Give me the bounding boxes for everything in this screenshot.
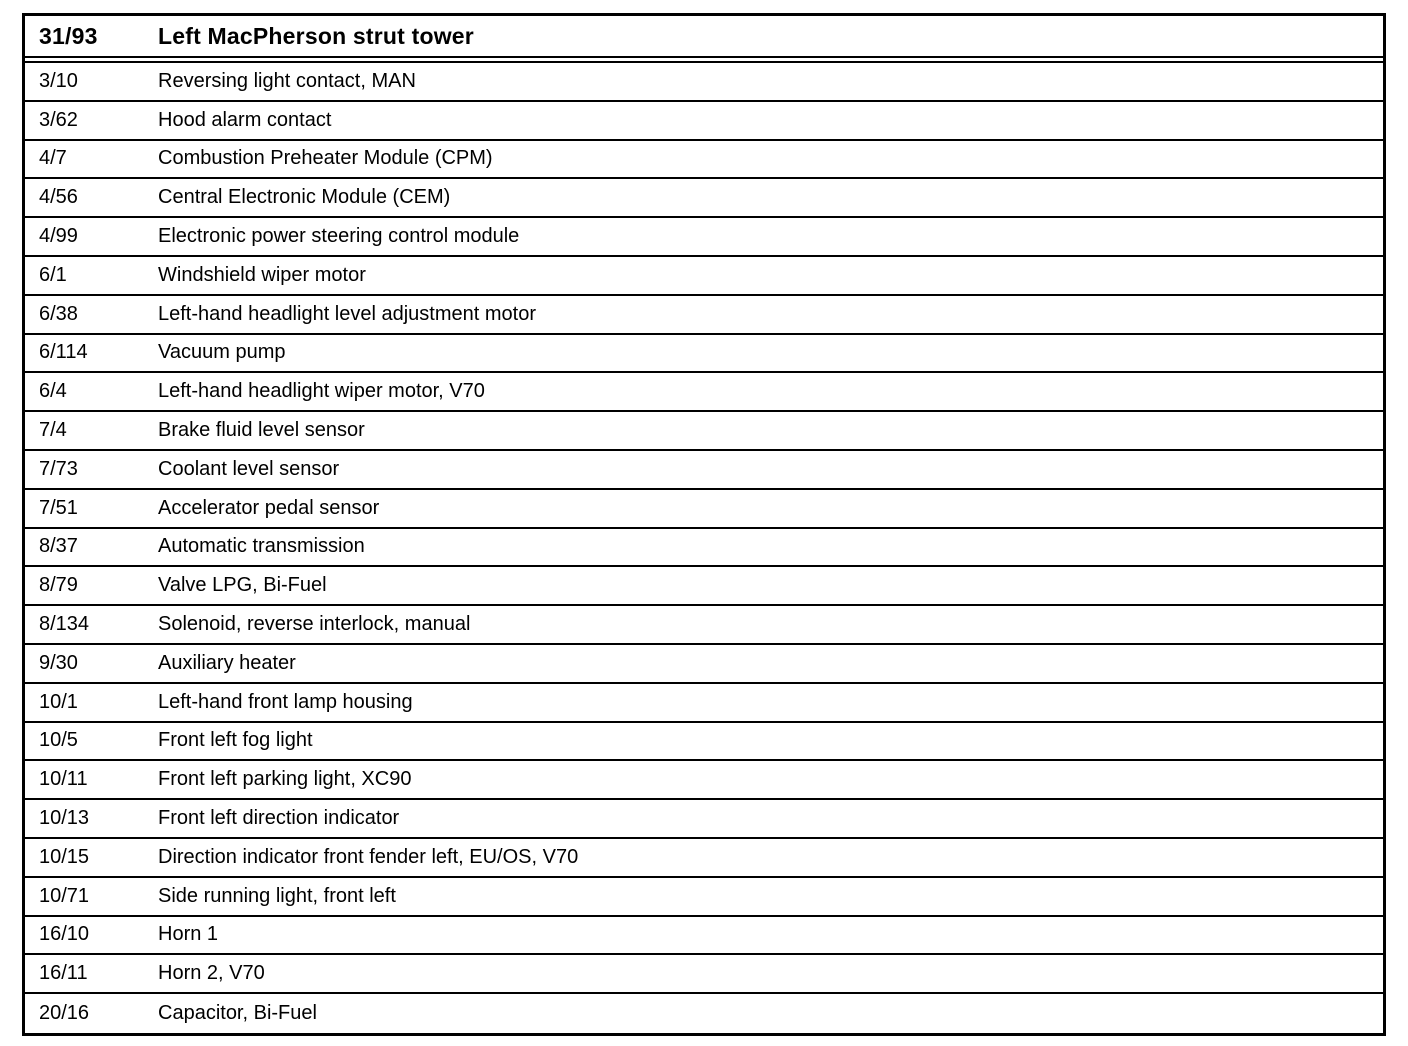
component-description: Combustion Preheater Module (CPM) bbox=[158, 147, 493, 170]
table-row bbox=[25, 451, 1383, 490]
component-description: Hood alarm contact bbox=[158, 108, 332, 131]
component-description: Horn 1 bbox=[158, 923, 219, 946]
component-code: 8/37 bbox=[39, 535, 78, 558]
component-code: 7/73 bbox=[39, 457, 78, 480]
table-row bbox=[25, 529, 1383, 568]
component-code: 7/51 bbox=[39, 496, 78, 519]
table-row bbox=[25, 606, 1383, 645]
component-code: 4/56 bbox=[39, 186, 78, 209]
component-description: Horn 2, V70 bbox=[158, 962, 265, 985]
table-row bbox=[25, 179, 1383, 218]
table-row bbox=[25, 63, 1383, 102]
component-description: Valve LPG, Bi-Fuel bbox=[158, 574, 327, 597]
table-row bbox=[25, 761, 1383, 800]
table-row bbox=[25, 723, 1383, 762]
component-description: Left-hand front lamp housing bbox=[158, 690, 413, 713]
component-description: Reversing light contact, MAN bbox=[158, 69, 416, 92]
component-description: Windshield wiper motor bbox=[158, 263, 366, 286]
component-code: 6/114 bbox=[39, 341, 88, 364]
component-description: Central Electronic Module (CEM) bbox=[158, 186, 451, 209]
component-description: Side running light, front left bbox=[158, 884, 396, 907]
table-row bbox=[25, 218, 1383, 257]
component-description: Left-hand headlight level adjustment motor bbox=[158, 302, 537, 325]
table-row bbox=[25, 917, 1383, 956]
component-code: 4/99 bbox=[39, 225, 78, 248]
table-row bbox=[25, 257, 1383, 296]
component-description: Accelerator pedal sensor bbox=[158, 496, 380, 519]
component-code: 6/4 bbox=[39, 380, 67, 403]
component-code: 8/134 bbox=[39, 613, 90, 636]
component-code: 6/38 bbox=[39, 302, 78, 325]
table-header-row bbox=[25, 16, 1383, 63]
component-description: Front left parking light, XC90 bbox=[158, 768, 412, 791]
component-code: 10/11 bbox=[39, 768, 88, 791]
component-code: 10/1 bbox=[39, 690, 78, 713]
component-code: 10/5 bbox=[39, 729, 78, 752]
component-description: Left-hand headlight wiper motor, V70 bbox=[158, 380, 485, 403]
table-row bbox=[25, 800, 1383, 839]
component-description: Electronic power steering control module bbox=[158, 225, 520, 248]
component-description: Coolant level sensor bbox=[158, 457, 340, 480]
component-code: 16/10 bbox=[39, 923, 90, 946]
table-row bbox=[25, 839, 1383, 878]
table-row bbox=[25, 373, 1383, 412]
table-row bbox=[25, 412, 1383, 451]
component-code: 8/79 bbox=[39, 574, 78, 597]
component-code: 3/10 bbox=[39, 69, 78, 92]
component-description: Front left direction indicator bbox=[158, 807, 400, 830]
component-code: 7/4 bbox=[39, 419, 67, 442]
table-row bbox=[25, 335, 1383, 374]
table-row bbox=[25, 878, 1383, 917]
component-code: 20/16 bbox=[39, 1002, 90, 1025]
component-description: Capacitor, Bi-Fuel bbox=[158, 1002, 317, 1025]
table-row bbox=[25, 645, 1383, 684]
header-location-title: Left MacPherson strut tower bbox=[158, 22, 474, 49]
table-row bbox=[25, 994, 1383, 1033]
component-description: Direction indicator front fender left, EU/OS, V70 bbox=[158, 845, 579, 868]
component-description: Solenoid, reverse interlock, manual bbox=[158, 613, 471, 636]
component-code: 6/1 bbox=[39, 263, 67, 286]
component-code: 10/13 bbox=[39, 807, 90, 830]
table-row bbox=[25, 102, 1383, 141]
table-row bbox=[25, 296, 1383, 335]
table-row bbox=[25, 567, 1383, 606]
component-code: 16/11 bbox=[39, 962, 88, 985]
table-row bbox=[25, 955, 1383, 994]
component-description: Vacuum pump bbox=[158, 341, 286, 364]
component-description: Brake fluid level sensor bbox=[158, 419, 365, 442]
component-code: 9/30 bbox=[39, 651, 78, 674]
component-description: Auxiliary heater bbox=[158, 651, 296, 674]
table-row bbox=[25, 684, 1383, 723]
table-body bbox=[25, 63, 1383, 1033]
component-description: Front left fog light bbox=[158, 729, 313, 752]
component-description: Automatic transmission bbox=[158, 535, 365, 558]
component-code: 10/71 bbox=[39, 884, 90, 907]
component-code: 3/62 bbox=[39, 108, 78, 131]
table-row bbox=[25, 490, 1383, 529]
component-code: 10/15 bbox=[39, 845, 90, 868]
table-row bbox=[25, 141, 1383, 180]
component-location-table bbox=[22, 13, 1386, 1036]
component-code: 4/7 bbox=[39, 147, 67, 170]
header-location-code: 31/93 bbox=[39, 22, 98, 49]
